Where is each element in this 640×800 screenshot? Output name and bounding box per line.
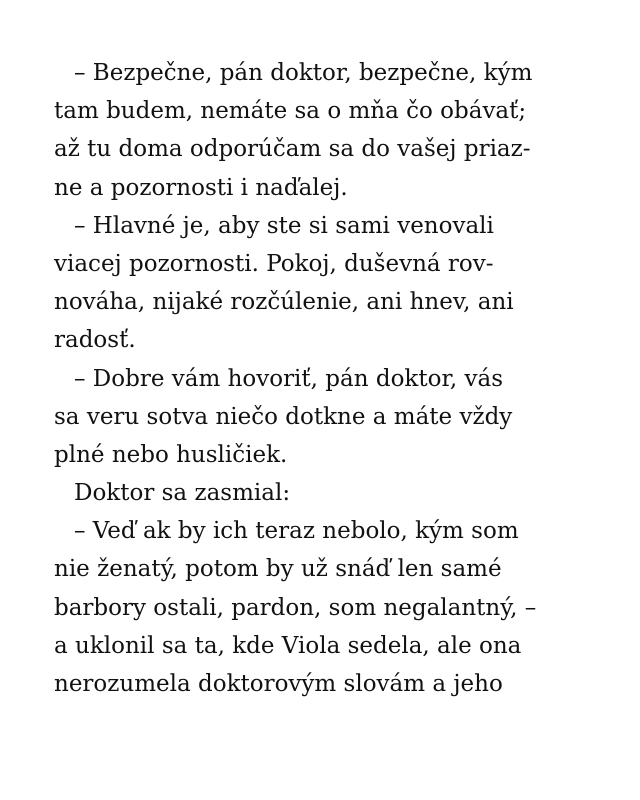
text-line: sa veru sotva niečo dotkne a máte vždy bbox=[54, 403, 513, 430]
text-line: nováha, nijaké rozčúlenie, ani hnev, ani bbox=[54, 289, 514, 316]
text-line: a uklonil sa ta, kde Viola sedela, ale ona bbox=[54, 632, 522, 659]
text-line: nie ženatý, potom by už snáď len samé bbox=[54, 556, 502, 583]
text-line: nerozumela doktorovým slovám a jeho bbox=[54, 671, 503, 697]
text-line: tam budem, nemáte sa o mňa čo obávať; bbox=[54, 98, 527, 125]
text-line: Doktor sa zasmial: bbox=[74, 480, 291, 507]
text-line: – Dobre vám hovoriť, pán doktor, vás bbox=[74, 365, 504, 392]
text-line: až tu doma odporúčam sa do vašej priaz- bbox=[54, 136, 531, 163]
text-line: viacej pozornosti. Pokoj, duševná rov- bbox=[54, 250, 494, 277]
text-line: barbory ostali, pardon, som negalantný, – bbox=[54, 594, 537, 621]
body-text bbox=[54, 54, 594, 703]
text-line: – Hlavné je, aby ste si sami venovali bbox=[74, 212, 494, 239]
text-line: ne a pozornosti i naďalej. bbox=[54, 174, 348, 201]
text-line: – Bezpečne, pán doktor, bezpečne, kým bbox=[74, 60, 533, 86]
text-line: plné nebo husličiek. bbox=[54, 441, 288, 468]
text-line: – Veď ak by ich teraz nebolo, kým som bbox=[74, 518, 519, 545]
text-line: radosť. bbox=[54, 327, 136, 354]
